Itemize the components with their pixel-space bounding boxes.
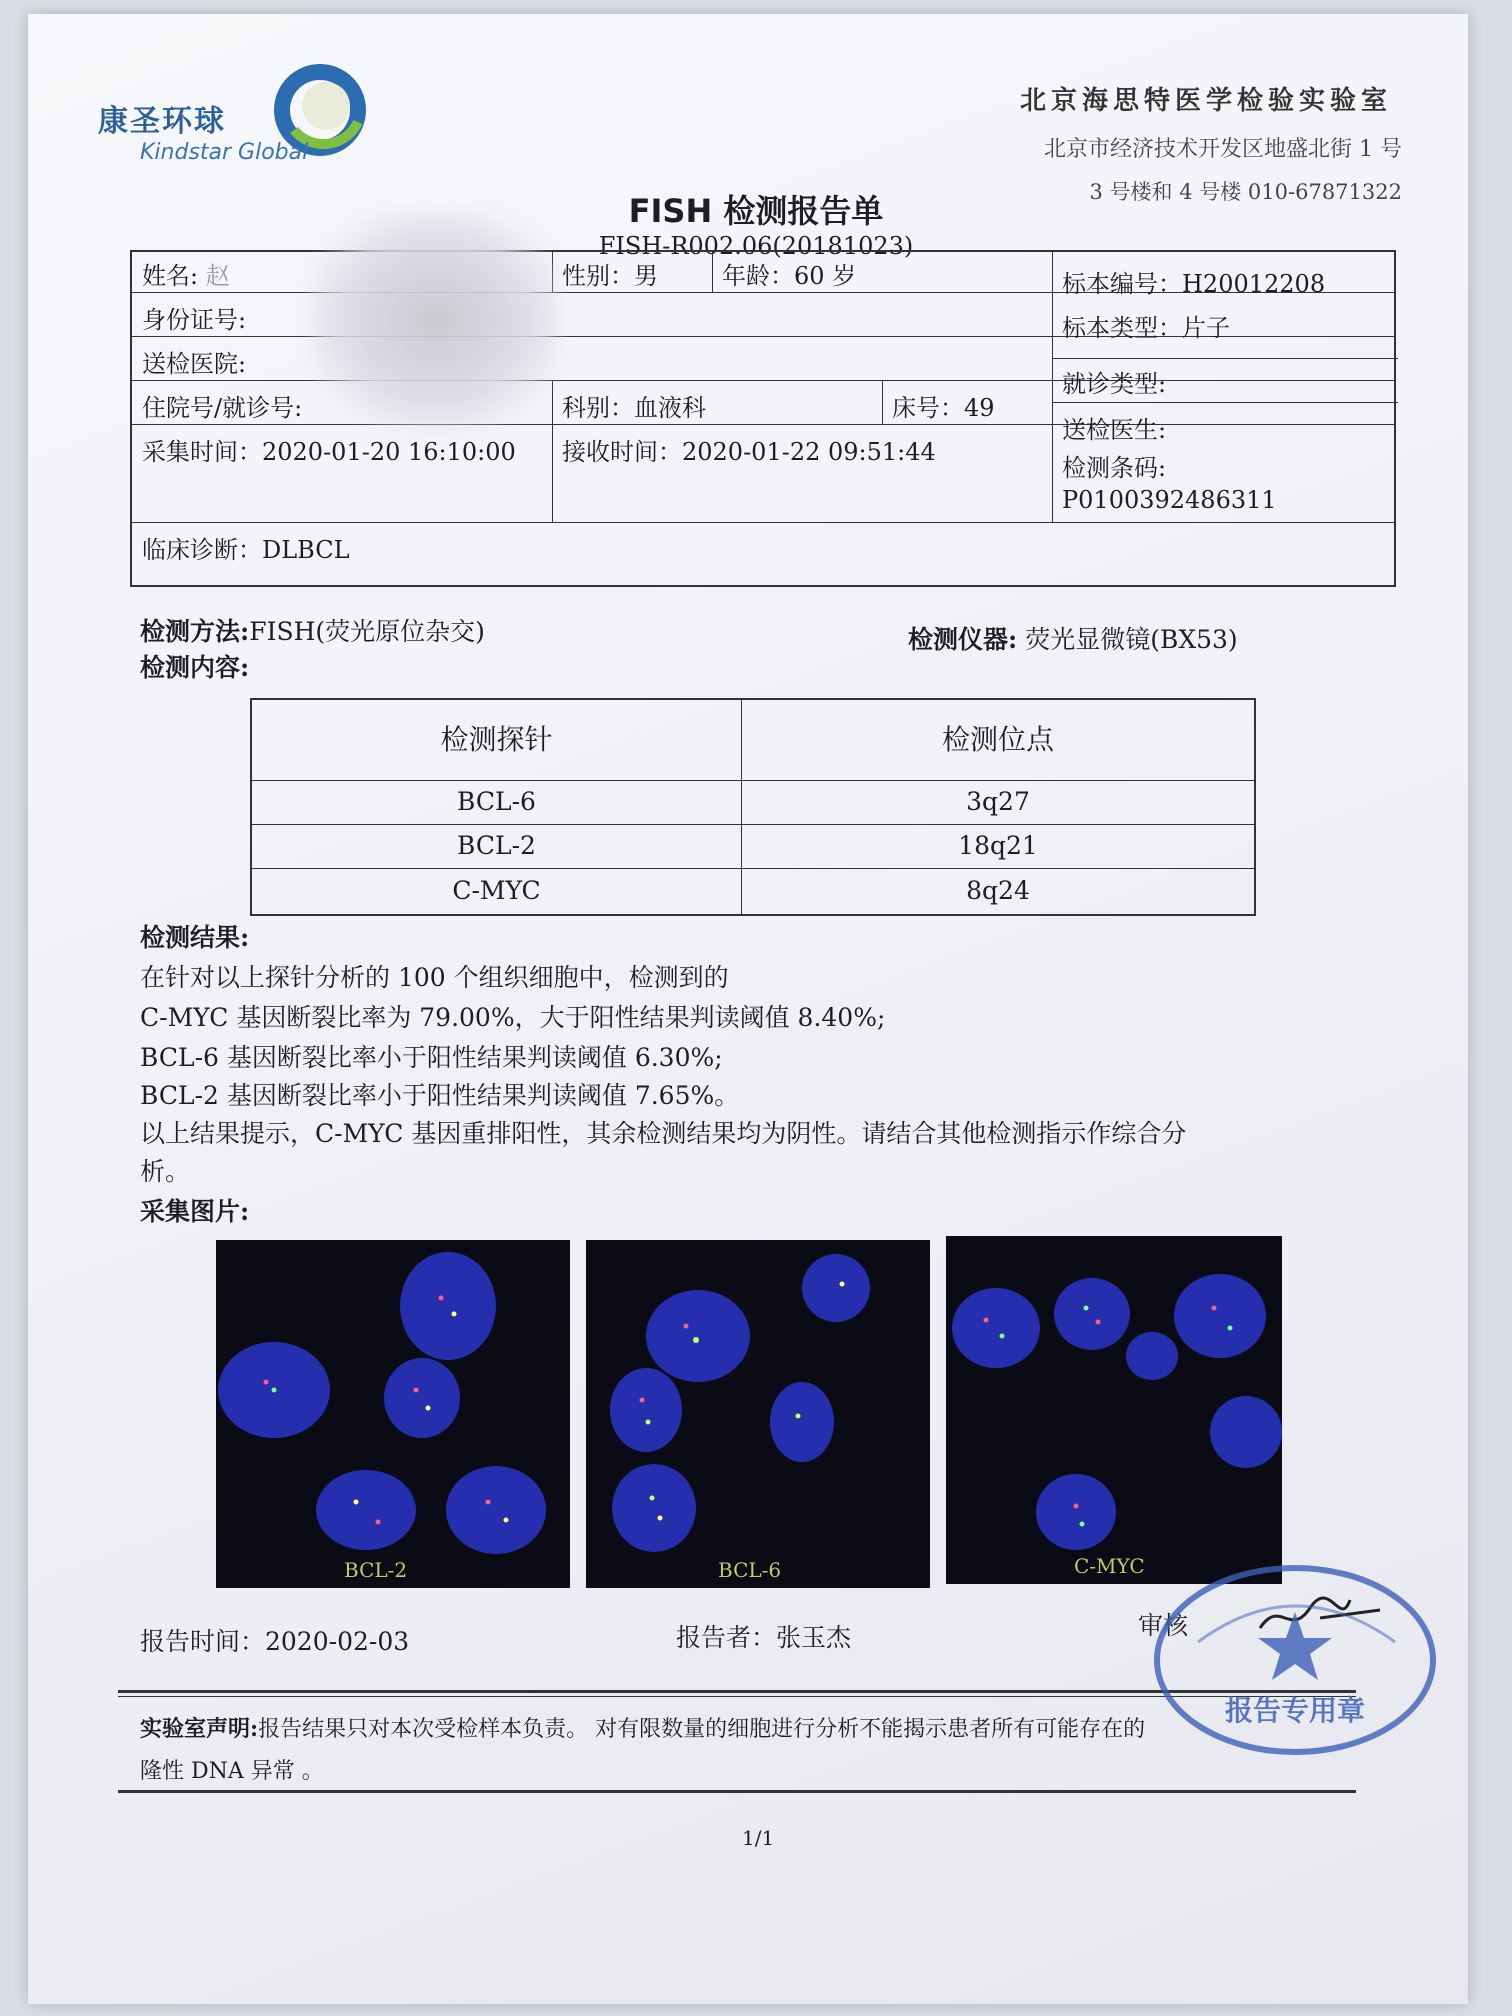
stamp-center-text: 报告专用章 xyxy=(1224,1694,1366,1727)
results-label: 检测结果: xyxy=(140,923,250,952)
name-field: 姓名: 赵 xyxy=(142,262,230,290)
result-line-5: 以上结果提示，C-MYC 基因重排阳性，其余检测结果均为阴性。请结合其他检测指示作综合分 xyxy=(140,1119,1187,1148)
report-title: FISH 检测报告单 xyxy=(628,192,884,230)
fish-image-bcl2 xyxy=(216,1240,570,1588)
reviewer-label: 审核 xyxy=(1138,1611,1189,1640)
bed-field: 床号：49 xyxy=(892,394,995,422)
probe-header: 检测探针 xyxy=(252,700,742,780)
fish-image-cmyc xyxy=(946,1236,1282,1584)
table-row: C-MYC 8q24 xyxy=(252,868,1254,914)
image-caption-cmyc: C-MYC xyxy=(1074,1554,1145,1578)
privacy-blur xyxy=(310,210,560,430)
instrument-line: 检测仪器: 荧光显微镜(BX53) xyxy=(908,625,1238,654)
result-line-6: 析。 xyxy=(140,1157,191,1186)
id-card-field: 身份证号: xyxy=(142,306,247,334)
department-field: 科别：血液科 xyxy=(562,394,706,422)
content-label: 检测内容: xyxy=(140,653,250,682)
lab-address-line2: 3 号楼和 4 号楼 010-67871322 xyxy=(1089,180,1402,204)
hospital-field: 送检医院: xyxy=(142,350,247,378)
result-line-4: BCL-2 基因断裂比率小于阳性结果判读阈值 7.65%。 xyxy=(140,1081,740,1110)
lab-name: 北京海思特医学检验实验室 xyxy=(1019,86,1392,116)
result-line-2: C-MYC 基因断裂比率为 79.00%，大于阳性结果判读阈值 8.40%; xyxy=(140,1003,886,1032)
probe-table xyxy=(250,698,1256,916)
page-number: 1/1 xyxy=(742,1826,775,1850)
age-field: 年龄：60 岁 xyxy=(722,262,857,290)
result-line-3: BCL-6 基因断裂比率小于阳性结果判读阈值 6.30%; xyxy=(140,1043,723,1072)
doctor-field: 送检医生: xyxy=(1062,416,1167,444)
barcode-value: P0100392486311 xyxy=(1062,486,1277,514)
form-code: FISH-R002.06(20181023) xyxy=(598,232,914,260)
specimen-id-field: 标本编号：H20012208 xyxy=(1062,270,1326,298)
method-line: 检测方法:FISH(荧光原位杂交) xyxy=(140,617,485,646)
lab-seal-stamp-icon xyxy=(1150,1560,1440,1760)
collect-time-field: 采集时间：2020-01-20 16:10:00 xyxy=(142,438,516,466)
fish-image-bcl6 xyxy=(586,1240,930,1588)
receive-time-field: 接收时间：2020-01-22 09:51:44 xyxy=(562,438,936,466)
disclaimer-line-1: 实验室声明:报告结果只对本次受检样本负责。 对有限数量的细胞进行分析不能揭示患者所有可能存在的 xyxy=(140,1716,1146,1742)
image-caption-bcl2: BCL-2 xyxy=(344,1558,408,1582)
visit-type-field: 就诊类型: xyxy=(1062,370,1167,398)
table-row: BCL-6 3q27 xyxy=(252,780,1254,824)
footer-divider-bottom xyxy=(118,1790,1356,1793)
result-line-1: 在针对以上探针分析的 100 个组织细胞中，检测到的 xyxy=(140,963,729,992)
logo-english-name: Kindstar Global xyxy=(140,140,309,165)
reporter: 报告者：张玉杰 xyxy=(676,1623,852,1652)
sex-field: 性别：男 xyxy=(562,262,658,290)
locus-header: 检测位点 xyxy=(941,723,1054,756)
specimen-type-field: 标本类型：片子 xyxy=(1062,314,1230,342)
lab-address-line1: 北京市经济技术开发区地盛北街 1 号 xyxy=(1044,137,1402,162)
image-caption-bcl6: BCL-6 xyxy=(718,1558,782,1582)
diagnosis-field: 临床诊断：DLBCL xyxy=(142,536,350,564)
table-row: BCL-2 18q21 xyxy=(252,824,1254,868)
report-time: 报告时间：2020-02-03 xyxy=(140,1627,410,1656)
admission-field: 住院号/就诊号: xyxy=(142,394,303,422)
disclaimer-line-2: 隆性 DNA 异常 。 xyxy=(140,1759,324,1784)
logo-chinese-name: 康圣环球 xyxy=(98,104,226,139)
images-label: 采集图片: xyxy=(140,1197,250,1226)
barcode-label: 检测条码: xyxy=(1062,454,1167,482)
